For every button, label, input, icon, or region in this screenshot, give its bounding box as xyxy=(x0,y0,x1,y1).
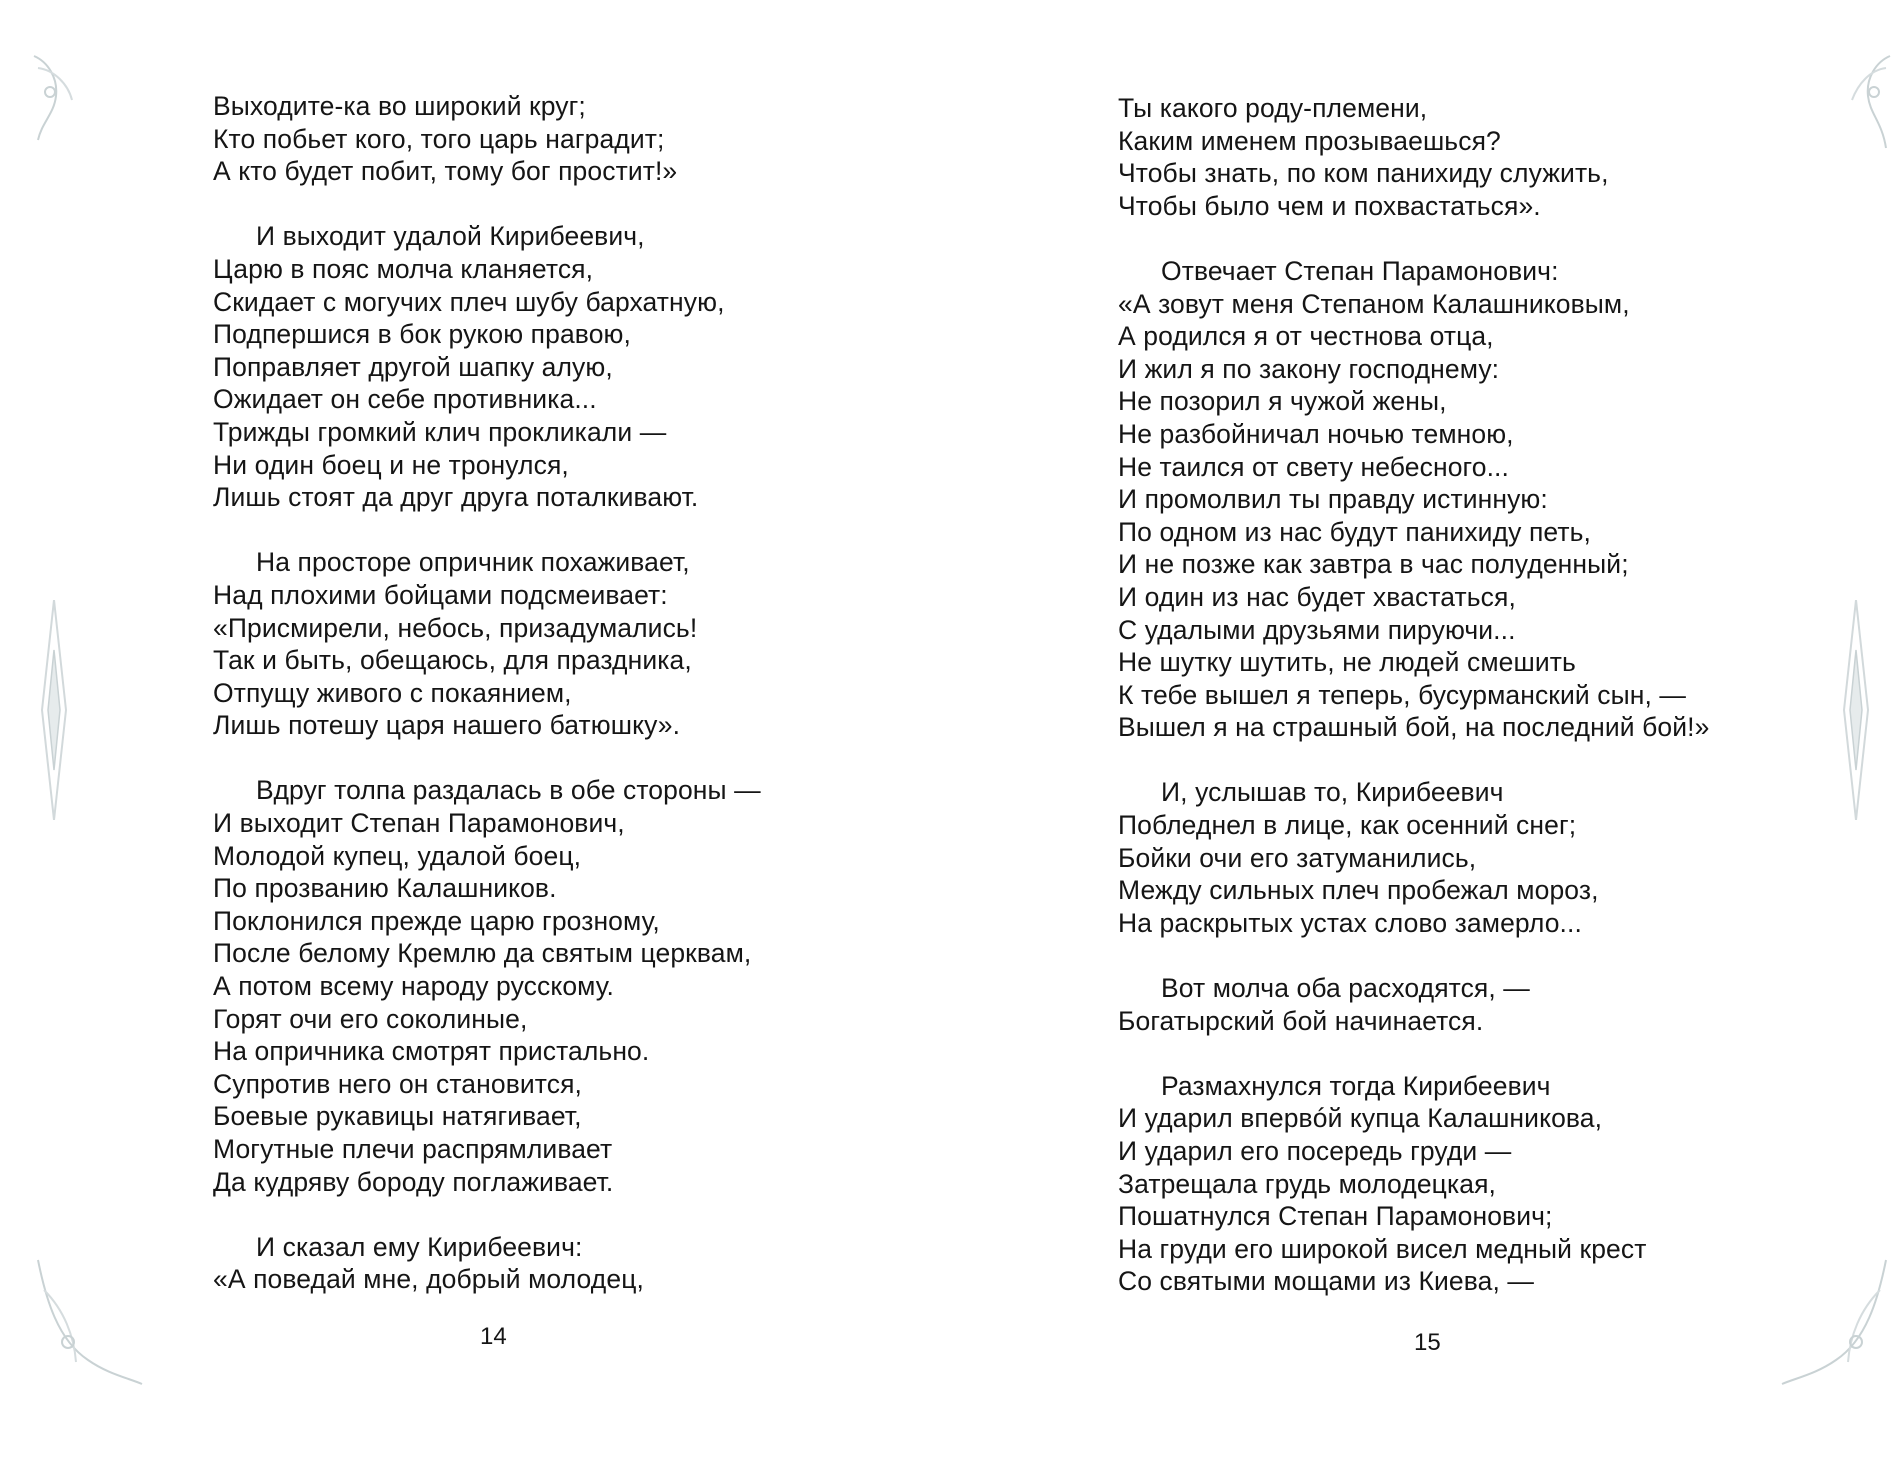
poem-line: И выходит удалой Кирибеевич, xyxy=(256,221,645,252)
poem-line: Со святыми мощами из Киева, — xyxy=(1118,1266,1535,1297)
poem-line: Затрещала грудь молодецкая, xyxy=(1118,1168,1496,1199)
poem-line: Поклонился прежде царю грозному, xyxy=(213,905,660,936)
poem-line: И, услышав то, Кирибеевич xyxy=(1161,777,1504,808)
poem-line: По прозванию Калашников. xyxy=(213,873,557,904)
poem-line: Вдруг толпа раздалась в обе стороны — xyxy=(256,775,761,806)
poem-line: Подпершися в бок рукою правою, xyxy=(213,319,631,350)
stanza xyxy=(213,220,761,513)
poem-line: Между сильных плеч пробежал мороз, xyxy=(1118,875,1599,906)
poem-line: И ударил его посередь груди — xyxy=(1118,1136,1512,1166)
poem-line: Вот молча оба расходятся, — xyxy=(1161,973,1530,1004)
corner-ornament-top-right xyxy=(1836,48,1896,158)
poem-line: Чтобы было чем и похвастаться». xyxy=(1118,190,1541,221)
poem-line: Бойки очи его затуманились, xyxy=(1118,842,1477,873)
side-ornament-right xyxy=(1836,600,1876,820)
stanza xyxy=(213,1231,761,1296)
page-number: 14 xyxy=(480,1323,507,1350)
poem-line: И промолвил ты правду истинную: xyxy=(1118,484,1548,515)
stanza xyxy=(1118,92,1709,222)
poem-line: Над плохими бойцами подсмеивает: xyxy=(213,579,668,610)
poem-line: Скидает с могучих плеч шубу бархатную, xyxy=(213,286,725,317)
poem-line: Выходите-ка во широкий круг; xyxy=(213,91,586,121)
poem-line: Так и быть, обещаюсь, для праздника, xyxy=(213,645,692,676)
right-page xyxy=(951,0,1902,1457)
poem-line: Богатырский бой начинается. xyxy=(1118,1005,1484,1036)
poem-text-page-14 xyxy=(213,90,761,1329)
poem-line: Трижды громкий клич прокликали — xyxy=(213,416,667,447)
poem-line: На груди его широкой висел медный крест xyxy=(1118,1233,1647,1264)
poem-line: К тебе вышел я теперь, бусурманский сын, — xyxy=(1118,679,1687,710)
poem-line: С удалыми друзьями пируючи... xyxy=(1118,614,1516,645)
poem-line: А кто будет побит, тому бог простит!» xyxy=(213,156,678,187)
side-ornament-left xyxy=(34,600,74,820)
poem-line: По одном из нас будут панихиду петь, xyxy=(1118,516,1591,547)
corner-ornament-top-left xyxy=(28,48,98,148)
poem-line: Горят очи его соколиные, xyxy=(213,1003,528,1034)
poem-line: На просторе опричник похаживает, xyxy=(256,547,690,578)
poem-line: Отпущу живого с покаянием, xyxy=(213,677,572,708)
poem-line: Боевые рукавицы натягивает, xyxy=(213,1101,582,1132)
poem-line: Лишь потешу царя нашего батюшку». xyxy=(213,710,681,741)
poem-text-page-15 xyxy=(1118,92,1709,1331)
poem-line: И выходит Степан Парамонович, xyxy=(213,808,625,839)
poem-line: Не таился от свету небесного... xyxy=(1118,451,1509,482)
poem-line: Лишь стоят да друг друга поталкивают. xyxy=(213,482,699,513)
poem-line: А родился я от честнова отца, xyxy=(1118,321,1494,352)
poem-line: Побледнел в лице, как осенний снег; xyxy=(1118,810,1577,841)
poem-line: Отвечает Степан Парамонович: xyxy=(1161,255,1559,286)
poem-line: Не разбойничал ночью темною, xyxy=(1118,418,1514,449)
poem-line: Размахнулся тогда Кирибеевич xyxy=(1161,1070,1551,1101)
stanza xyxy=(1118,1070,1709,1298)
page-number: 15 xyxy=(1414,1329,1441,1356)
poem-line: А потом всему народу русскому. xyxy=(213,971,614,1002)
stanza xyxy=(1118,255,1709,744)
stanza xyxy=(213,90,761,188)
poem-line: Ожидает он себе противника... xyxy=(213,384,597,415)
poem-line: Кто побьет кого, того царь наградит; xyxy=(213,123,665,154)
poem-line: Вышел я на страшный бой, на последний бой!» xyxy=(1118,712,1710,743)
stanza xyxy=(213,546,761,742)
poem-line: И один из нас будет хвастаться, xyxy=(1118,581,1516,612)
poem-line: Молодой купец, удалой боец, xyxy=(213,840,582,871)
stanza xyxy=(213,774,761,1198)
stanza xyxy=(1118,776,1709,939)
poem-line: И не позже как завтра в час полуденный; xyxy=(1118,549,1629,580)
corner-ornament-bottom-left xyxy=(28,1250,148,1390)
poem-line: Да кудряву бороду поглаживает. xyxy=(213,1166,614,1197)
poem-line: «Присмирели, небось, призадумались! xyxy=(213,612,698,643)
poem-line: Каким именем прозываешься? xyxy=(1118,125,1501,156)
poem-line: Поправляет другой шапку алую, xyxy=(213,351,613,382)
poem-line: «А зовут меня Степаном Калашниковым, xyxy=(1118,288,1630,319)
poem-line: И ударил впервóй купца Калашникова, xyxy=(1118,1103,1603,1134)
stanza xyxy=(1118,972,1709,1037)
poem-line: Не шутку шутить, не людей смешить xyxy=(1118,647,1576,678)
poem-line: Царю в пояс молча кланяется, xyxy=(213,253,594,284)
corner-ornament-bottom-right xyxy=(1776,1250,1896,1390)
poem-line: И жил я по закону господнему: xyxy=(1118,353,1500,384)
poem-line: Могутные плечи распрямливает xyxy=(213,1134,613,1164)
poem-line: Ты какого роду-племени, xyxy=(1118,93,1428,123)
poem-line: Не позорил я чужой жены, xyxy=(1118,386,1447,417)
poem-line: На опричника смотрят пристально. xyxy=(213,1036,650,1067)
poem-line: После белому Кремлю да святым церквам, xyxy=(213,938,752,969)
poem-line: Пошатнулся Степан Парамонович; xyxy=(1118,1201,1553,1232)
poem-line: Ни один боец и не тронулся, xyxy=(213,449,569,480)
poem-line: На раскрытых устах слово замерло... xyxy=(1118,907,1582,938)
poem-line: И сказал ему Кирибеевич: xyxy=(256,1231,583,1262)
poem-line: Супротив него он становится, xyxy=(213,1068,582,1099)
poem-line: Чтобы знать, по ком панихиду служить, xyxy=(1118,158,1609,189)
poem-line: «А поведай мне, добрый молодец, xyxy=(213,1264,644,1295)
